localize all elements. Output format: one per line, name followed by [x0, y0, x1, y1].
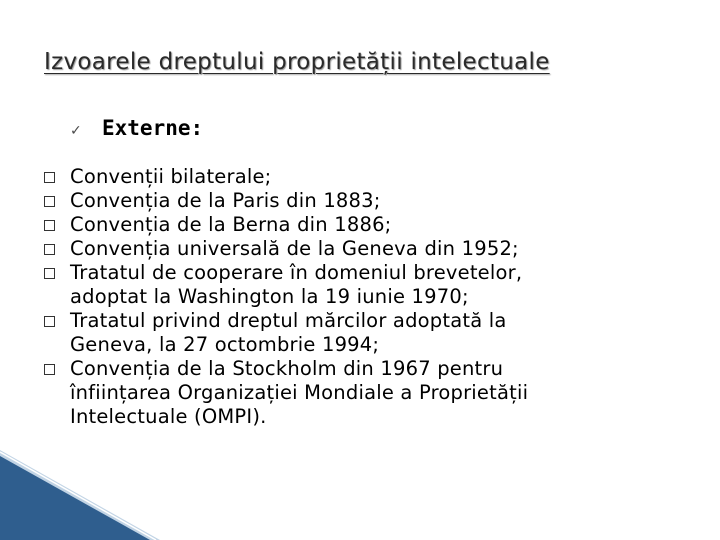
list-item-text: Convenții bilaterale;	[70, 165, 272, 188]
square-bullet-icon	[44, 220, 55, 231]
list-item-text: Convenția universală de la Geneva din 1952;	[70, 237, 519, 260]
section-heading	[70, 116, 203, 140]
list-item	[44, 189, 664, 213]
list-item-text: Tratatul privind dreptul mărcilor adoptată la Geneva, la 27 octombrie 1994;	[70, 309, 507, 356]
section-label: Externe:	[102, 116, 204, 140]
slide-title: Izvoarele dreptului proprietății intelectuale	[44, 49, 550, 75]
bullet-list	[44, 165, 664, 429]
list-item	[44, 309, 664, 357]
list-item-text: Tratatul de cooperare în domeniul brevetelor, adoptat la Washington la 19 iunie 1970;	[70, 261, 523, 308]
list-item-text: Convenția de la Stockholm din 1967 pentru înființarea Organizației Mondiale a Proprietății Intelectuale (OMPI).	[70, 357, 529, 428]
check-icon: ✓	[70, 123, 82, 139]
list-item-text: Convenția de la Paris din 1883;	[70, 189, 381, 212]
list-item	[44, 213, 664, 237]
square-bullet-icon	[44, 364, 55, 375]
list-item	[44, 165, 664, 189]
list-item-text: Convenția de la Berna din 1886;	[70, 213, 392, 236]
square-bullet-icon	[44, 196, 55, 207]
square-bullet-icon	[44, 316, 55, 327]
square-bullet-icon	[44, 172, 55, 183]
square-bullet-icon	[44, 244, 55, 255]
square-bullet-icon	[44, 268, 55, 279]
list-item	[44, 261, 664, 309]
list-item	[44, 357, 664, 429]
corner-decoration	[0, 450, 160, 540]
list-item	[44, 237, 664, 261]
